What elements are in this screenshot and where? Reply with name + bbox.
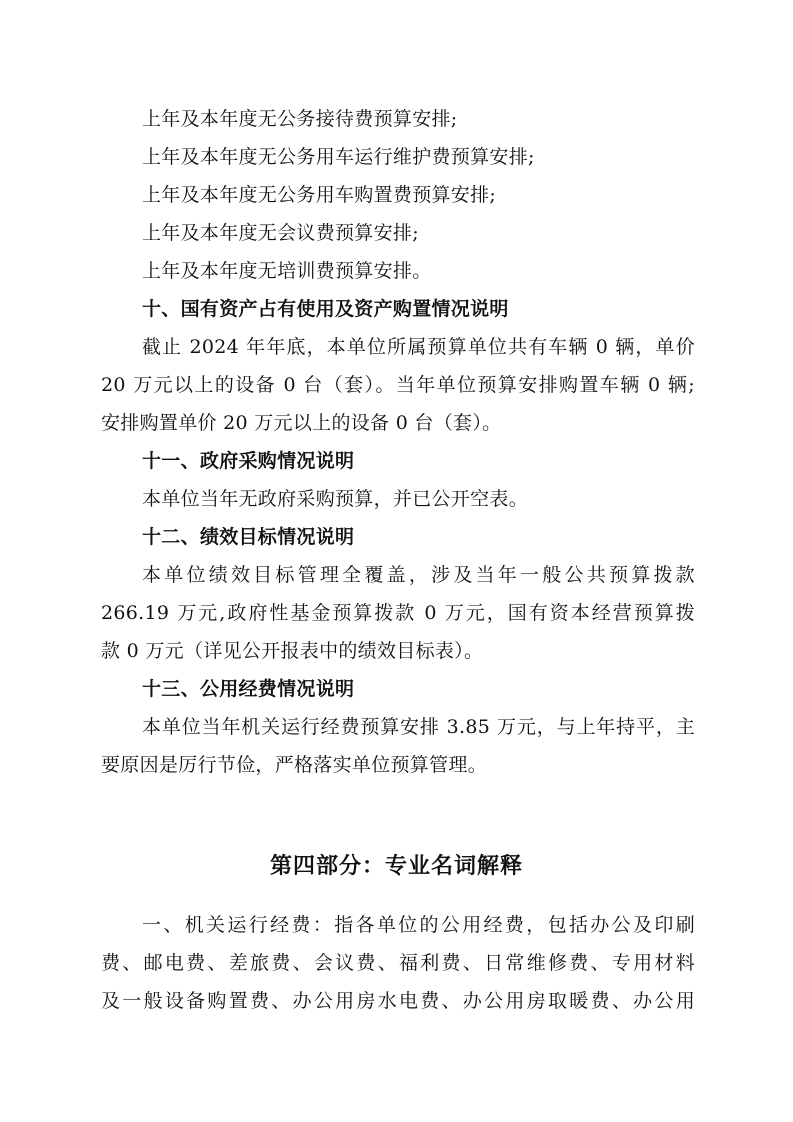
section-13-paragraph-line: 要原因是厉行节俭，严格落实单位预算管理。 bbox=[101, 754, 488, 776]
budget-note-vehicle-purchase: 上年及本年度无公务用车购置费预算安排; bbox=[142, 184, 497, 206]
section-12-heading: 十二、绩效目标情况说明 bbox=[142, 526, 355, 548]
section-12-paragraph-line: 266.19 万元,政府性基金预算拨款 0 万元，国有资本经营预算拨 bbox=[101, 602, 695, 624]
section-10-heading: 十、国有资产占有使用及资产购置情况说明 bbox=[142, 298, 509, 320]
budget-note-vehicle-maintenance: 上年及本年度无公务用车运行维护费预算安排; bbox=[142, 146, 535, 168]
section-10-paragraph-line: 截止 2024 年年底，本单位所属预算单位共有车辆 0 辆，单价 bbox=[142, 336, 695, 358]
section-12-paragraph-line: 本单位绩效目标管理全覆盖，涉及当年一般公共预算拨款 bbox=[142, 564, 695, 586]
part-4-title: 第四部分：专业名词解释 bbox=[269, 854, 523, 879]
section-10-paragraph-line: 20 万元以上的设备 0 台（套）。当年单位预算安排购置车辆 0 辆; bbox=[101, 374, 695, 396]
section-12-paragraph-line: 款 0 万元（详见公开报表中的绩效目标表）。 bbox=[101, 640, 484, 662]
budget-note-training: 上年及本年度无培训费预算安排。 bbox=[142, 260, 432, 282]
section-11-paragraph-line: 本单位当年无政府采购预算，并已公开空表。 bbox=[142, 488, 529, 510]
section-13-heading: 十三、公用经费情况说明 bbox=[142, 678, 355, 700]
part-4-paragraph-line: 及一般设备购置费、办公用房水电费、办公用房取暖费、办公用 bbox=[101, 990, 695, 1012]
section-11-heading: 十一、政府采购情况说明 bbox=[142, 450, 355, 472]
section-10-paragraph-line: 安排购置单价 20 万元以上的设备 0 台（套）。 bbox=[101, 412, 502, 434]
budget-note-reception: 上年及本年度无公务接待费预算安排; bbox=[142, 108, 458, 130]
section-13-paragraph-line: 本单位当年机关运行经费预算安排 3.85 万元，与上年持平，主 bbox=[142, 716, 695, 738]
part-4-paragraph-line: 一、机关运行经费：指各单位的公用经费，包括办公及印刷 bbox=[142, 914, 695, 936]
part-4-paragraph-line: 费、邮电费、差旅费、会议费、福利费、日常维修费、专用材料 bbox=[101, 952, 695, 974]
budget-note-meeting: 上年及本年度无会议费预算安排; bbox=[142, 222, 419, 244]
